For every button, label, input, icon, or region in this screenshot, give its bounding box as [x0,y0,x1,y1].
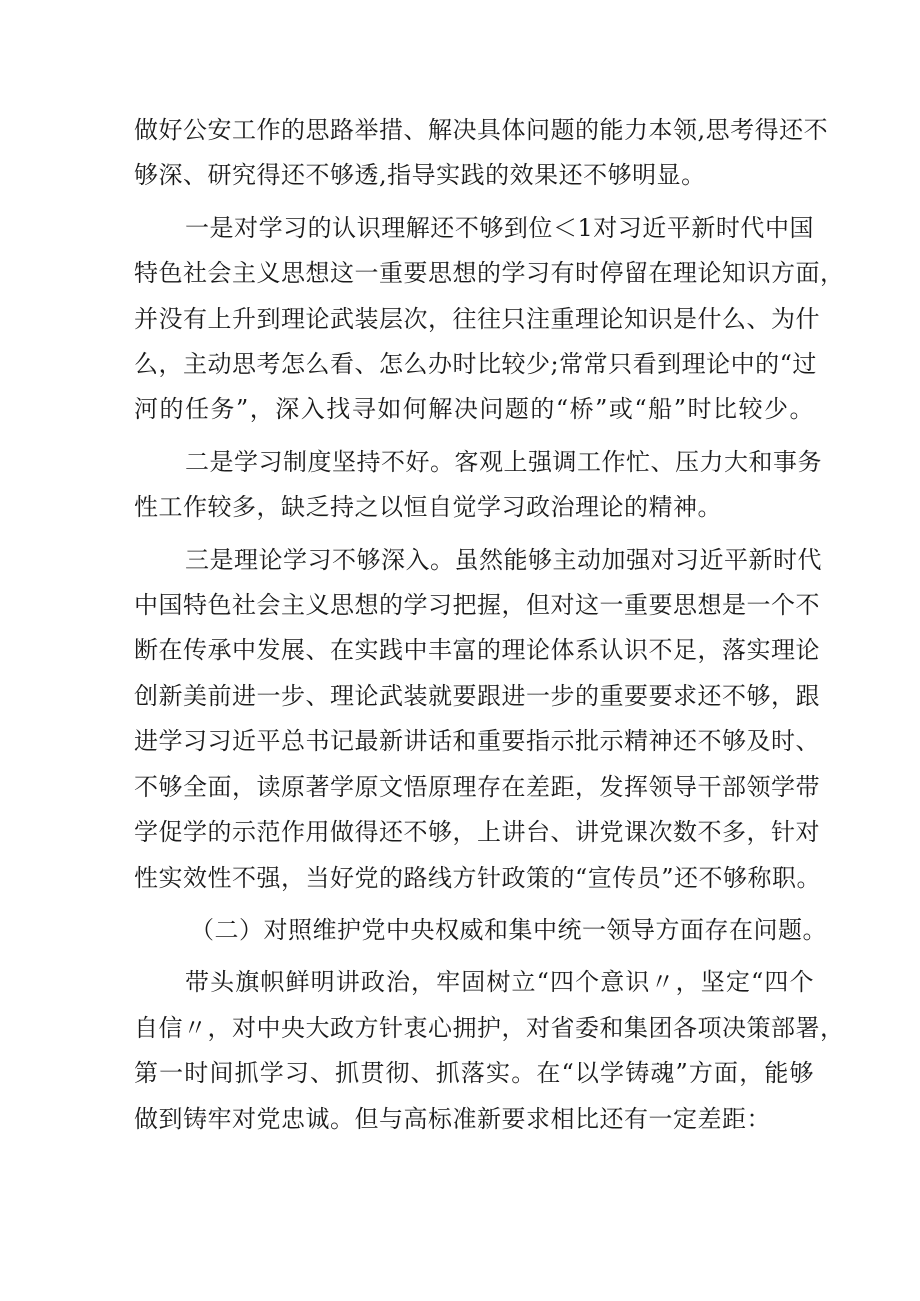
text-line: 自信〃，对中央大政方针衷心拥护，对省委和集团各项决策部署， [134,1013,845,1042]
text-line: 特色社会主义思想这一重要思想的学习有时停留在理论知识方面， [134,259,845,288]
text-line: 二是学习制度坚持不好。客观上强调工作忙、压力大和事务 [185,447,822,476]
heading-line: （二）对照维护党中央权威和集中统一领导方面存在问题。 [190,915,827,944]
paragraph-3 [134,440,822,531]
text-line: 断在传承中发展、在实践中丰富的理论体系认识不足，落实理论 [134,636,820,665]
text-line: 学促学的示范作用做得还不够，上讲台、讲党课次数不多，针对 [134,818,820,847]
text-line: 创新美前进一步、理论武装就要跟进一步的重要要求还不够，跟 [134,681,820,710]
text-line: 中国特色社会主义思想的学习把握，但对这一重要思想是一个不 [134,591,820,620]
text-line: 并没有上升到理论武装层次，往往只注重理论知识是什么、为什 [134,304,820,333]
text-line: 做好公安工作的思路举措、解决具体问题的能力本领,思考得还不 [134,116,829,144]
text-line: 一是对学习的认识理解还不够到位＜1对习近平新时代中国 [185,213,814,242]
text-line: 性实效性不强，当好党的路线方针政策的“宣传员”还不够称职。 [134,863,822,892]
text-line: 三是理论学习不够深入。虽然能够主动加强对习近平新时代 [185,545,822,574]
document-body [134,108,845,1142]
text-line: 够深、研究得还不够透,指导实践的效果还不够明显。 [134,161,706,190]
text-line: 进学习习近平总书记最新讲话和重要指示批示精神还不够及时、 [134,727,820,756]
text-line: 做到铸牢对党忠诚。但与高标准新要求相比还有一定差距： [134,1104,771,1133]
text-line: 性工作较多，缺乏持之以恒自觉学习政治理论的精神。 [134,493,722,522]
paragraph-1 [134,108,829,199]
text-line: 带头旗帜鲜明讲政治，牢固树立“四个意识〃，坚定“四个 [185,968,814,997]
text-line: 河的任务”，深入找寻如何解决问题的“桥”或“船”时比较少。 [134,395,814,424]
text-line: 不够全面，读原著学原文悟原理存在差距，发挥领导干部领学带 [134,772,820,801]
paragraph-4 [134,538,822,901]
text-line: 第一时间抓学习、抓贯彻、抓落实。在“以学铸魂”方面，能够 [134,1059,814,1088]
section-heading [134,908,827,953]
text-line: 么，主动思考怎么看、怎么办时比较少;常常只看到理论中的“过 [134,350,817,379]
paragraph-2 [134,206,845,433]
paragraph-5 [134,960,845,1142]
